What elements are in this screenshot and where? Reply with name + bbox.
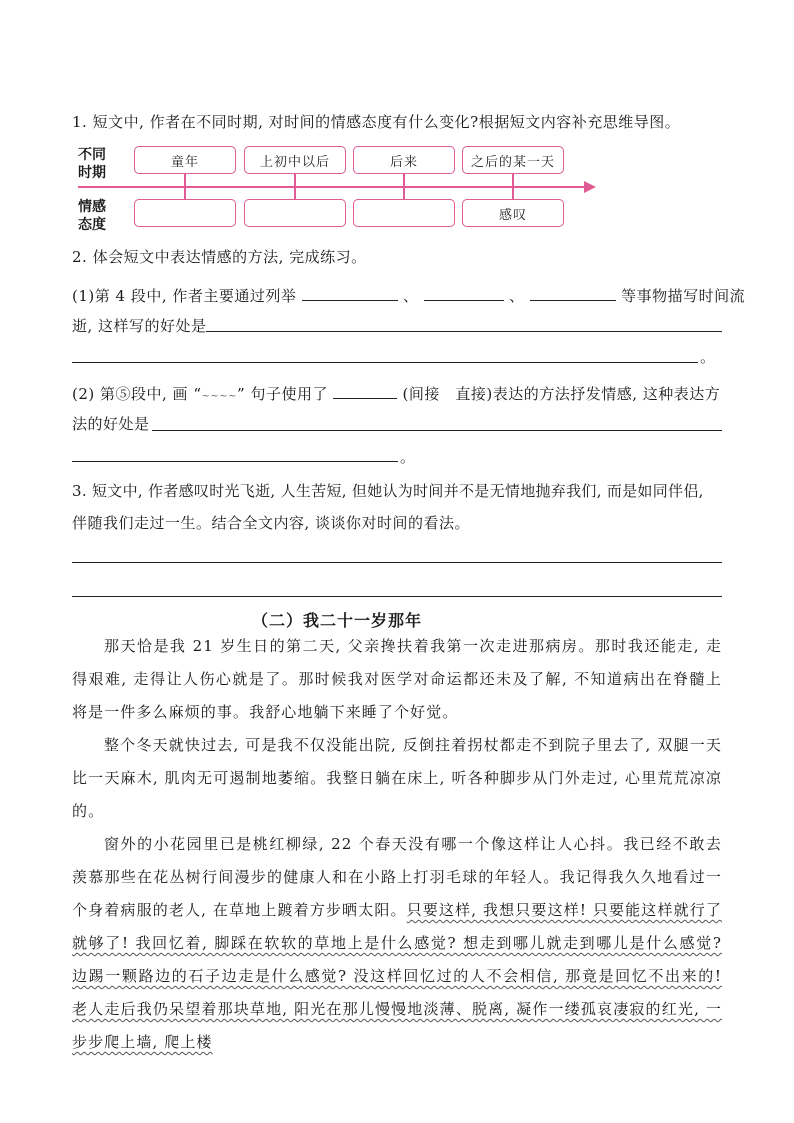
q2-2-blank[interactable] [333, 382, 397, 399]
q2-1-blank-3[interactable] [530, 284, 616, 301]
question-2-text: 2. 体会短文中表达情感的方法, 完成练习。 [72, 248, 367, 266]
section-2-paragraph-2: 整个冬天就快过去, 可是我不仅没能出院, 反倒拄着拐杖都走不到院子里去了, 双腿一天比一天麻木, 肌肉无可遏制地萎缩。我整日躺在床上, 听各种脚步从门外走过, 心里荒荒凉凉的。 [72, 736, 722, 820]
q2-2-line2-label: 法的好处是 [72, 415, 150, 433]
mindmap-row2-label [72, 198, 112, 234]
question-2-1-line1 [72, 284, 745, 306]
section-2-paragraph-1: 那天恰是我 21 岁生日的第二天, 父亲搀扶着我第一次走进那病房。那时我还能走, 走得艰难, 走得让人伤心就是了。那时候我对医学对命运都还未及了解, 不知道病出在脊髓上将是一件多么麻烦的事。我舒心地躺下来睡了个好觉。 [72, 637, 722, 721]
q2-2-mid: ” 句子使用了 [237, 385, 328, 403]
wavy-mark-sample: ~~~~ [201, 391, 238, 402]
q2-1-answer-line-1[interactable] [206, 331, 722, 332]
question-1-text: 1. 短文中, 作者在不同时期, 对时间的情感态度有什么变化?根据短文内容补充思维导图。 [72, 113, 681, 131]
q2-1-line2-label: 逝, 这样写的好处是 [72, 317, 207, 335]
q2-2-end: 。 [400, 448, 416, 466]
period-box-4: 之后的某一天 [462, 146, 564, 174]
attitude-box-3[interactable] [353, 199, 455, 227]
period-box-3: 后来 [353, 146, 455, 174]
tick-2 [294, 174, 296, 200]
tick-3 [403, 174, 405, 200]
q2-2-answer-line-2[interactable] [72, 461, 398, 462]
q2-1-suffix: 等事物描写时间流 [621, 287, 746, 305]
section-2-paragraph-3 [72, 828, 722, 1059]
row1-label-line2: 时期 [78, 165, 106, 181]
q3-answer-line-2[interactable] [72, 596, 722, 597]
attitude-box-1[interactable] [134, 199, 236, 227]
q2-1-answer-line-2[interactable] [72, 362, 698, 363]
row1-label-line1: 不同 [78, 147, 106, 163]
q2-1-sep2: 、 [509, 287, 525, 305]
q2-2-answer-line-1[interactable] [152, 430, 722, 431]
attitude-box-2[interactable] [244, 199, 346, 227]
q2-1-sep1: 、 [402, 287, 419, 305]
mindmap-row1-label [72, 146, 112, 182]
period-box-2: 上初中以后 [244, 146, 346, 174]
q2-2-prefix: (2) 第⑤段中, 画 “ [72, 385, 202, 403]
q2-1-blank-1[interactable] [302, 284, 398, 301]
attitude-box-4[interactable]: 感叹 [462, 199, 564, 227]
row2-label-line2: 态度 [78, 217, 106, 233]
q2-1-blank-2[interactable] [424, 284, 504, 301]
question-3-line2: 伴随我们走过一生。结合全文内容, 谈谈你对时间的看法。 [72, 514, 471, 532]
q2-2-suffix: (间接 直接)表达的方法抒发情感, 这种表达方 [402, 385, 721, 403]
tick-1 [184, 174, 186, 200]
row2-label-line1: 情感 [78, 199, 106, 215]
q2-1-prefix: (1)第 4 段中, 作者主要通过列举 [72, 287, 297, 305]
tick-4 [512, 174, 514, 200]
timeline-arrow [78, 180, 598, 194]
paragraph-3-plain: 窗外的小花园里已是桃红柳绿, 22 个春天没有哪一个像这样让人心抖。我已经不敢去羡慕那些在花丛树行间漫步的健康人和在小路上打羽毛球的年轻人。我记得我久久地看过一个身着病服的老人, 在草地上踱着方步晒太阳。 [72, 835, 722, 919]
q2-1-end: 。 [700, 348, 716, 366]
q3-answer-line-1[interactable] [72, 562, 722, 563]
section-2-title: （二）我二十一岁那年 [252, 611, 423, 630]
mind-map [72, 140, 602, 235]
period-box-1: 童年 [134, 146, 236, 174]
paragraph-3-wavy-underlined: 只要这样, 我想只要这样! 只要能这样就行了就够了! 我回忆着, 脚踩在软软的草地上是什么感觉? 想走到哪儿就走到哪儿是什么感觉? 边踢一颗路边的石子边走是什么感觉? 没这样回忆过的人不会相信, 那竟是回忆不出来的! 老人走后我仍呆望着那块草地, 阳光在那儿慢慢地淡薄、脱离, 凝作一缕孤哀凄寂的红光, 一步步爬上墙, 爬上楼 [72, 901, 722, 1051]
question-2-2-line1 [72, 382, 720, 404]
question-3-line1: 3. 短文中, 作者感叹时光飞逝, 人生苦短, 但她认为时间并不是无情地抛弃我们, 而是如同伴侣, [72, 482, 704, 500]
